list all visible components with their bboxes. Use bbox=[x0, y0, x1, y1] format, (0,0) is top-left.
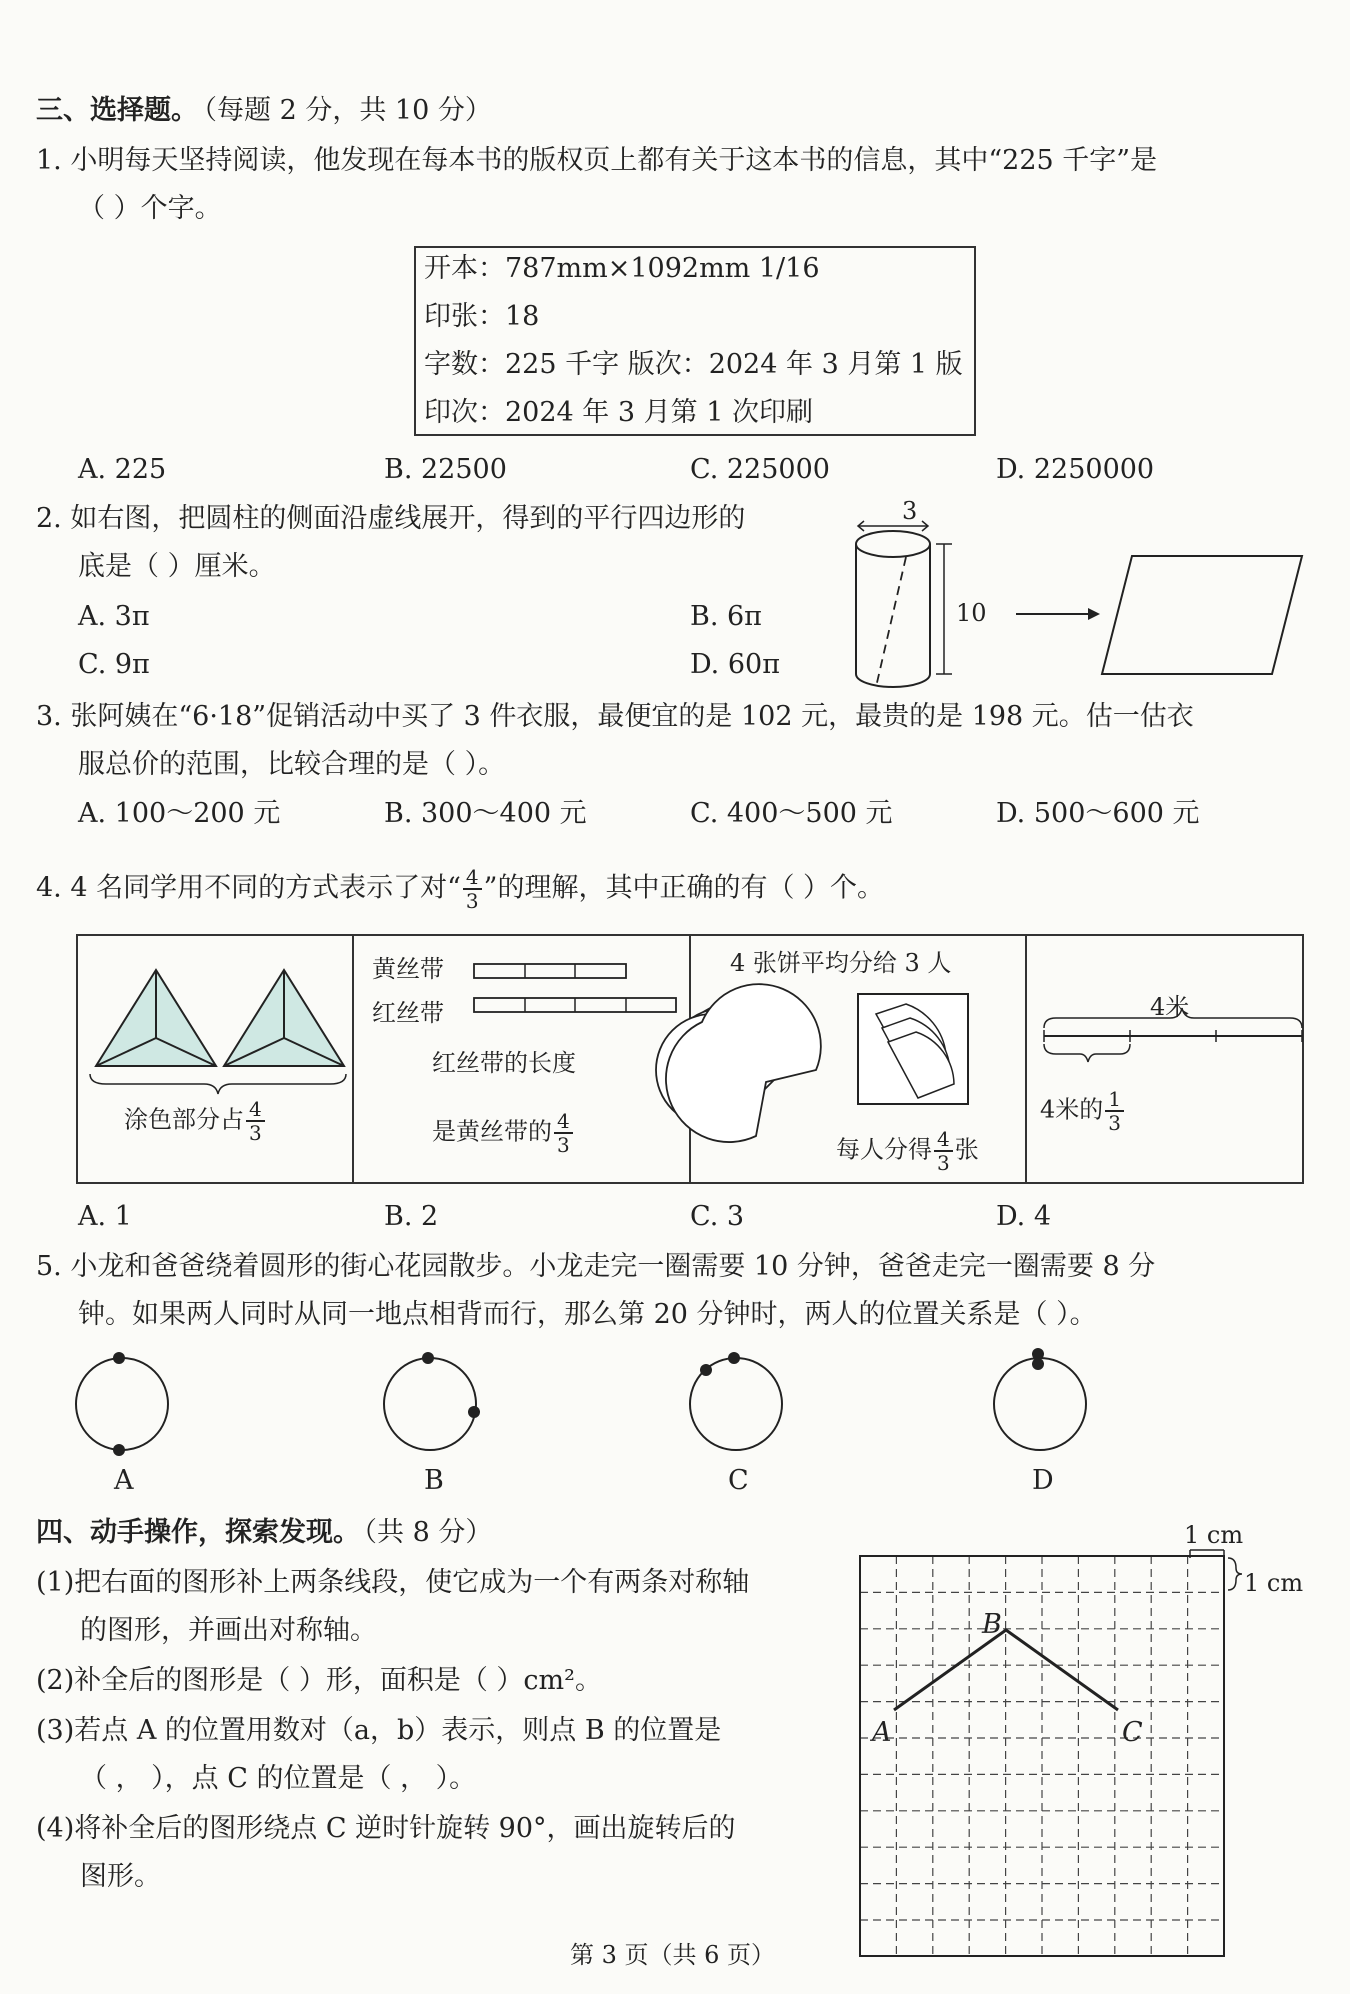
panel4-caption-text: 4米的 bbox=[1040, 1095, 1104, 1124]
q4-frac-num: 4 bbox=[463, 866, 482, 890]
panel2-yellow-label: 黄丝带 bbox=[372, 955, 444, 983]
q5-label-d: D bbox=[1032, 1465, 1054, 1496]
q2-option-b[interactable]: B. 6π bbox=[690, 601, 762, 632]
q4-panel-drawings bbox=[76, 934, 1304, 1184]
q3-option-d[interactable]: D. 500～600 元 bbox=[996, 798, 1200, 829]
panel1-caption bbox=[124, 1098, 267, 1144]
grid-unit-top: 1 cm bbox=[1184, 1521, 1244, 1549]
panel4-fraction bbox=[1105, 1088, 1124, 1134]
q5-label-b: B bbox=[424, 1465, 444, 1496]
q4-option-d[interactable]: D. 4 bbox=[996, 1201, 1052, 1232]
q3-option-c[interactable]: C. 400～500 元 bbox=[690, 798, 893, 829]
panel3-unit: 张 bbox=[954, 1135, 979, 1164]
grid-figure bbox=[860, 1556, 1230, 1966]
copyright-line: 字数：225 千字 版次：2024 年 3 月第 1 版 bbox=[424, 349, 963, 380]
point-c-label: C bbox=[1122, 1717, 1143, 1748]
panel4-top-label: 4米 bbox=[1150, 993, 1190, 1021]
q4-question bbox=[36, 866, 884, 912]
panel3-caption-text: 每人分得 bbox=[836, 1135, 932, 1164]
panel4-caption bbox=[1040, 1088, 1126, 1134]
section4-score: （共 8 分） bbox=[350, 1517, 493, 1548]
point-b-label: B bbox=[982, 1609, 1002, 1640]
copyright-box bbox=[414, 246, 976, 436]
panel2-text1: 红丝带的长度 bbox=[432, 1049, 576, 1077]
s4-item3-line2: （ ， ），点 C 的位置是（ ， ）。 bbox=[80, 1763, 477, 1794]
q4-option-b[interactable]: B. 2 bbox=[384, 1201, 439, 1232]
panel2-red-label: 红丝带 bbox=[372, 999, 444, 1027]
panel3-title: 4 张饼平均分给 3 人 bbox=[730, 949, 952, 977]
q2-option-d[interactable]: D. 60π bbox=[690, 649, 780, 680]
panel3-frac-den: 3 bbox=[937, 1151, 950, 1175]
q5-circle-b[interactable] bbox=[384, 1352, 480, 1450]
q4-option-c[interactable]: C. 3 bbox=[690, 1201, 745, 1232]
copyright-line: 印次：2024 年 3 月第 1 次印刷 bbox=[424, 397, 813, 428]
q4-frac-den: 3 bbox=[465, 889, 479, 913]
q3-line1: 3. 张阿姨在“6·18”促销活动中买了 3 件衣服，最便宜的是 102 元，最贵的是 198 元。估一估衣 bbox=[36, 701, 1194, 732]
q1-line1: 1. 小明每天坚持阅读，他发现在每本书的版权页上都有关于这本书的信息，其中“225 千字”是 bbox=[36, 145, 1158, 176]
q5-line2: 钟。如果两人同时从同一地点相背而行，那么第 20 分钟时，两人的位置关系是（ ）。 bbox=[78, 1299, 1097, 1330]
panel3-frac-num: 4 bbox=[934, 1128, 953, 1152]
panel3-caption bbox=[836, 1128, 979, 1174]
panel3-fraction bbox=[934, 1128, 953, 1174]
section3-title: 三、选择题。 bbox=[36, 95, 198, 126]
panel1-fraction bbox=[246, 1098, 265, 1144]
section3-score: （每题 2 分，共 10 分） bbox=[190, 95, 492, 126]
q1-line2: （ ）个字。 bbox=[78, 193, 222, 224]
grid-unit-right: 1 cm bbox=[1244, 1569, 1304, 1597]
q5-circle-a[interactable] bbox=[76, 1352, 168, 1456]
q1-option-a[interactable]: A. 225 bbox=[78, 454, 167, 485]
cylinder-figure bbox=[840, 500, 1320, 700]
s4-item1-line2: 的图形，并画出对称轴。 bbox=[80, 1615, 377, 1646]
q5-circles bbox=[60, 1340, 1260, 1460]
q4-fraction bbox=[463, 866, 482, 912]
q2-line1: 2. 如右图，把圆柱的侧面沿虚线展开，得到的平行四边形的 bbox=[36, 503, 746, 534]
q4-pre: 4. 4 名同学用不同的方式表示了对“ bbox=[36, 872, 461, 904]
s4-item4-line2: 图形。 bbox=[80, 1861, 161, 1892]
panel4-frac-den: 3 bbox=[1108, 1111, 1122, 1135]
s4-item1-line1: (1)把右面的图形补上两条线段，使它成为一个有两条对称轴 bbox=[36, 1567, 750, 1598]
q3-option-a[interactable]: A. 100～200 元 bbox=[78, 798, 281, 829]
q4-post: ”的理解，其中正确的有（ ）个。 bbox=[483, 872, 885, 904]
panel4-frac-num: 1 bbox=[1105, 1088, 1124, 1112]
s4-item2: (2)补全后的图形是（ ）形，面积是（ ）cm²。 bbox=[36, 1665, 602, 1696]
q2-option-c[interactable]: C. 9π bbox=[78, 649, 150, 680]
q5-line1: 5. 小龙和爸爸绕着圆形的街心花园散步。小龙走完一圈需要 10 分钟，爸爸走完一圈需要 8 分 bbox=[36, 1251, 1156, 1282]
q1-option-b[interactable]: B. 22500 bbox=[384, 454, 507, 485]
panel2-frac-den: 3 bbox=[557, 1133, 570, 1157]
panel1-caption-text: 涂色部分占 bbox=[124, 1105, 244, 1134]
q1-option-d[interactable]: D. 2250000 bbox=[996, 454, 1155, 485]
q5-label-c: C bbox=[728, 1465, 749, 1496]
q5-circle-c[interactable] bbox=[690, 1352, 782, 1450]
point-a-label: A bbox=[872, 1717, 892, 1748]
panel2-fraction bbox=[554, 1110, 573, 1156]
cylinder-height-label: 10 bbox=[956, 599, 987, 627]
page-footer: 第 3 页（共 6 页） bbox=[570, 1941, 776, 1969]
q4-option-a[interactable]: A. 1 bbox=[78, 1201, 132, 1232]
copyright-line: 开本：787mm×1092mm 1/16 bbox=[424, 253, 820, 284]
q1-option-c[interactable]: C. 225000 bbox=[690, 454, 830, 485]
q5-label-a: A bbox=[114, 1465, 134, 1496]
section4-title: 四、动手操作，探索发现。 bbox=[36, 1517, 360, 1548]
q2-line2: 底是（ ）厘米。 bbox=[78, 551, 276, 582]
q3-line2: 服总价的范围，比较合理的是（ ）。 bbox=[78, 749, 506, 780]
q3-option-b[interactable]: B. 300～400 元 bbox=[384, 798, 587, 829]
q2-option-a[interactable]: A. 3π bbox=[78, 601, 150, 632]
q5-circle-d[interactable] bbox=[994, 1348, 1086, 1450]
panel1-frac-den: 3 bbox=[249, 1121, 262, 1145]
cylinder-diameter-label: 3 bbox=[902, 497, 918, 525]
copyright-line: 印张：18 bbox=[424, 301, 540, 332]
panel2-text2-label: 是黄丝带的 bbox=[432, 1117, 552, 1146]
s4-item3-line1: (3)若点 A 的位置用数对（a，b）表示，则点 B 的位置是 bbox=[36, 1715, 722, 1746]
panel2-text2 bbox=[432, 1110, 575, 1156]
s4-item4-line1: (4)将补全后的图形绕点 C 逆时针旋转 90°，画出旋转后的 bbox=[36, 1813, 736, 1844]
panel1-frac-num: 4 bbox=[246, 1098, 265, 1122]
panel2-frac-num: 4 bbox=[554, 1110, 573, 1134]
